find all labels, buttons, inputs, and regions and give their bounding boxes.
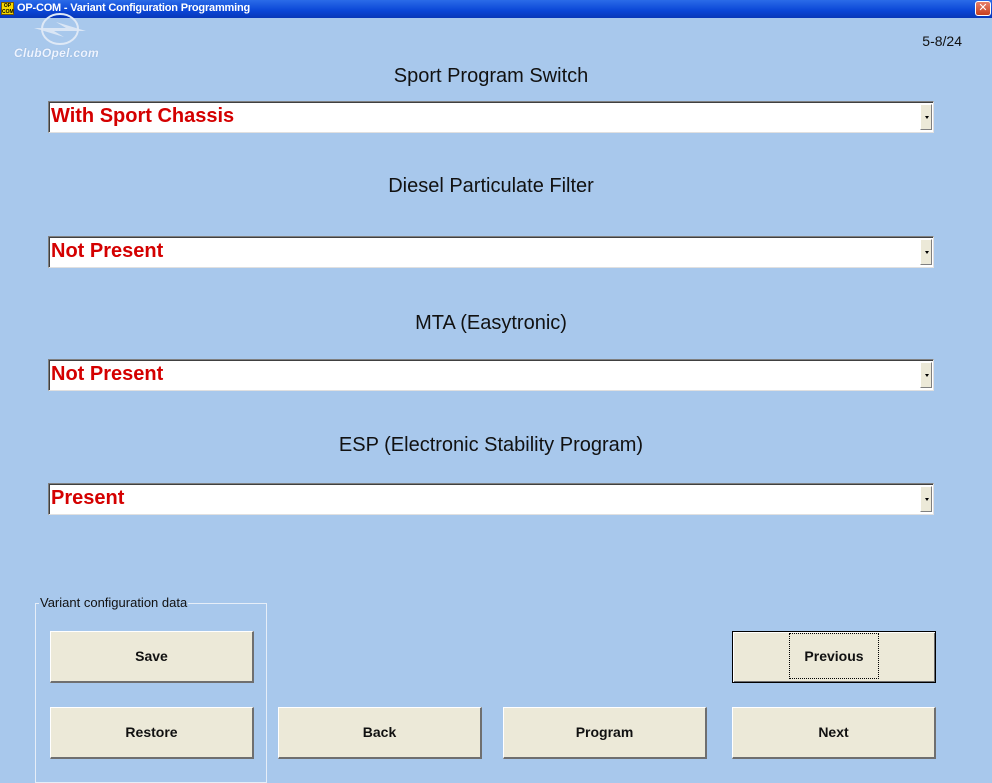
next-button[interactable]	[732, 707, 936, 759]
dropdown-arrow-icon[interactable]	[920, 104, 932, 130]
mta-easytronic-label: MTA (Easytronic)	[415, 312, 567, 334]
program-button[interactable]	[503, 707, 707, 759]
dropdown-arrow-icon[interactable]	[920, 486, 932, 512]
page-indicator: 5-8/24	[922, 33, 962, 49]
clubopel-logo	[14, 12, 110, 62]
diesel-particulate-filter-dropdown[interactable]	[48, 236, 934, 268]
opel-logo-icon	[32, 12, 88, 48]
save-button[interactable]	[50, 631, 254, 683]
next-button-label: Next	[818, 724, 849, 740]
previous-button[interactable]	[732, 631, 936, 683]
dropdown-value: With Sport Chassis	[51, 105, 235, 127]
groupbox-legend: Variant configuration data	[40, 595, 188, 610]
window-title: OP-COM - Variant Configuration Programming	[17, 2, 250, 14]
save-button-label: Save	[135, 648, 168, 664]
close-icon[interactable]: ✕	[975, 1, 991, 16]
title-bar[interactable]	[0, 0, 992, 18]
back-button-label: Back	[362, 724, 397, 740]
app-icon[interactable]: OP COM	[2, 3, 14, 15]
dropdown-value: Not Present	[51, 363, 164, 385]
mta-easytronic-dropdown[interactable]	[48, 359, 934, 391]
restore-button-label: Restore	[125, 724, 178, 740]
dropdown-value: Present	[51, 487, 125, 509]
dropdown-arrow-icon[interactable]	[920, 362, 932, 388]
back-button[interactable]	[278, 707, 482, 759]
logo-text: ClubOpel.com	[14, 46, 99, 60]
esp-label: ESP (Electronic Stability Program)	[338, 434, 644, 456]
sport-program-switch-dropdown[interactable]	[48, 101, 934, 133]
dropdown-value: Not Present	[51, 240, 164, 262]
sport-program-switch-label: Sport Program Switch	[393, 65, 589, 87]
dropdown-arrow-icon[interactable]	[920, 239, 932, 265]
restore-button[interactable]	[50, 707, 254, 759]
diesel-particulate-filter-label: Diesel Particulate Filter	[388, 175, 594, 197]
program-button-label: Program	[575, 724, 634, 740]
esp-dropdown[interactable]	[48, 483, 934, 515]
previous-button-label: Previous	[804, 648, 864, 664]
